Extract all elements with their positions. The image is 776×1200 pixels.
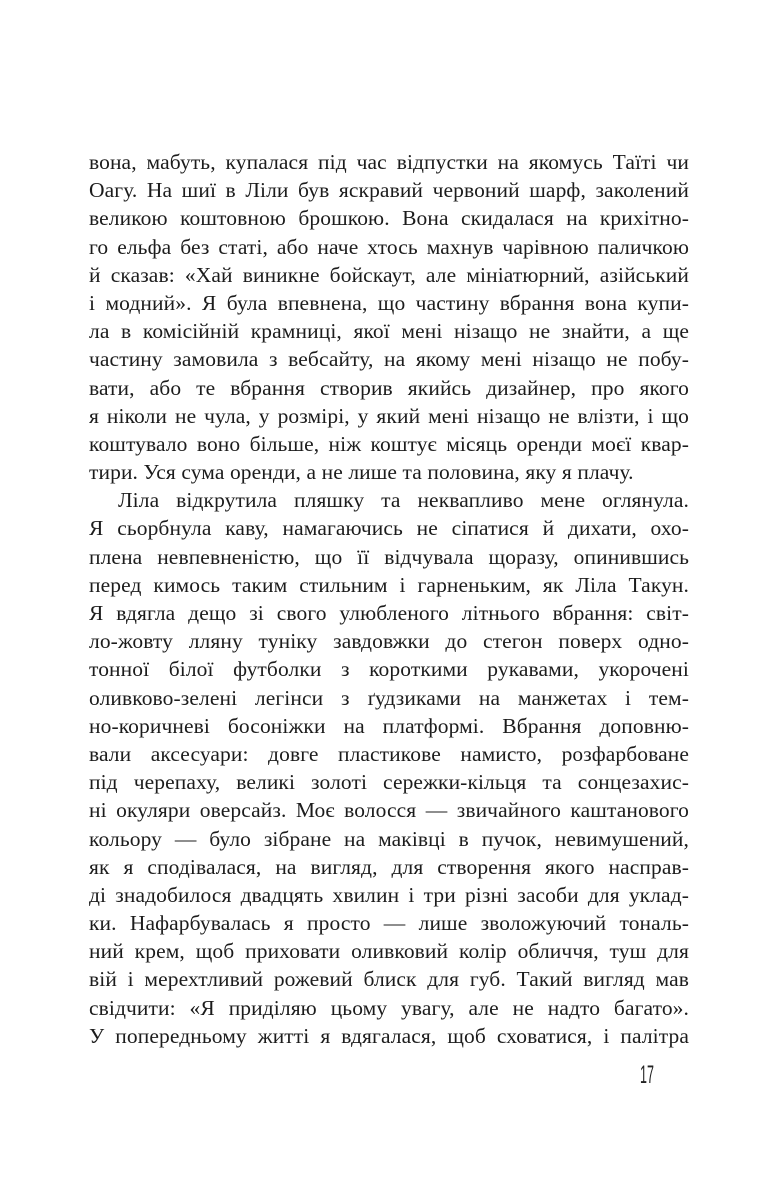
text-line: я ніколи не чула, у розмірі, у який мені нізащо не влізти, і що [89,403,689,428]
text-line: частину замовила з вебсайту, на якому мені нізащо не побу- [89,347,689,372]
text-line: Я сьорбнула каву, намагаючись не сіпатися й дихати, охо- [89,516,689,541]
text-line: плена невпевненістю, що її відчувала щоразу, опинившись [89,544,689,569]
body-text [89,148,689,1050]
text-line: ла в комісійній крамниці, якої мені нізащо не знайти, а ще [89,319,689,344]
text-line: оливково-зелені легінси з ґудзиками на манжетах і тем- [89,685,689,710]
text-line: тири. Уся сума оренди, а не лише та половина, яку я плачу. [89,460,634,485]
text-line: го ельфа без статі, або наче хтось махнув чарівною паличкою [89,234,689,259]
text-line: ки. Нафарбувалась я просто — лише зволожуючий тональ- [89,911,689,936]
text-line: й сказав: «Хай виникне бойскаут, але мініатюрний, азійський [89,262,689,287]
text-line: перед кимось таким стильним і гарненьким, як Ліла Такун. [89,572,689,597]
text-line: коштувало воно більше, ніж коштує місяць оренди моєї квар- [89,431,689,456]
text-line: як я сподівалася, на вигляд, для створення якого насправ- [89,854,689,879]
text-line: Ліла відкрутила пляшку та неквапливо мене оглянула. [118,488,689,513]
page-number-value: 17 [640,1061,654,1089]
text-line: но-коричневі босоніжки на платформі. Вбрання доповню- [89,713,689,738]
text-line: ний крем, щоб приховати оливковий колір обличчя, туш для [89,939,689,964]
text-line: вій і мерехтливий рожевий блиск для губ. Такий вигляд мав [89,967,689,992]
text-line: Я вдягла дещо зі свого улюбленого літнього вбрання: світ- [89,601,689,625]
text-line: У попередньому житті я вдягалася, щоб сховатися, і палітра [89,1023,689,1048]
page-number [640,1063,660,1088]
text-line: кольору — було зібране на маківці в пучок, невимушений, [89,826,689,851]
text-line: ні окуляри оверсайз. Моє волосся — звичайного каштанового [89,798,689,823]
text-line: Оагу. На шиї в Ліли був яскравий червоний шарф, заколений [89,178,689,203]
text-line: свідчити: «Я приділяю цьому увагу, але не надто багато». [89,995,689,1020]
text-line: вона, мабуть, купалася під час відпустки на якомусь Таїті чи [89,150,689,174]
text-line: вати, або те вбрання створив якийсь дизайнер, про якого [89,375,689,400]
text-line: і модний». Я була впевнена, що частину вбрання вона купи- [89,290,689,315]
text-line: під черепаху, великі золоті сережки-кільця та сонцезахис- [89,770,689,795]
text-line: вали аксесуари: довге пластикове намисто, розфарбоване [89,741,689,766]
text-line: тонної білої футболки з короткими рукавами, укорочені [89,657,689,682]
text-line: ло-жовту лляну туніку завдовжки до стегон поверх одно- [89,629,689,654]
text-line: ді знадобилося двадцять хвилин і три різні засоби для уклад- [89,882,689,907]
text-line: великою коштовною брошкою. Вона скидалася на крихітно- [89,206,689,231]
